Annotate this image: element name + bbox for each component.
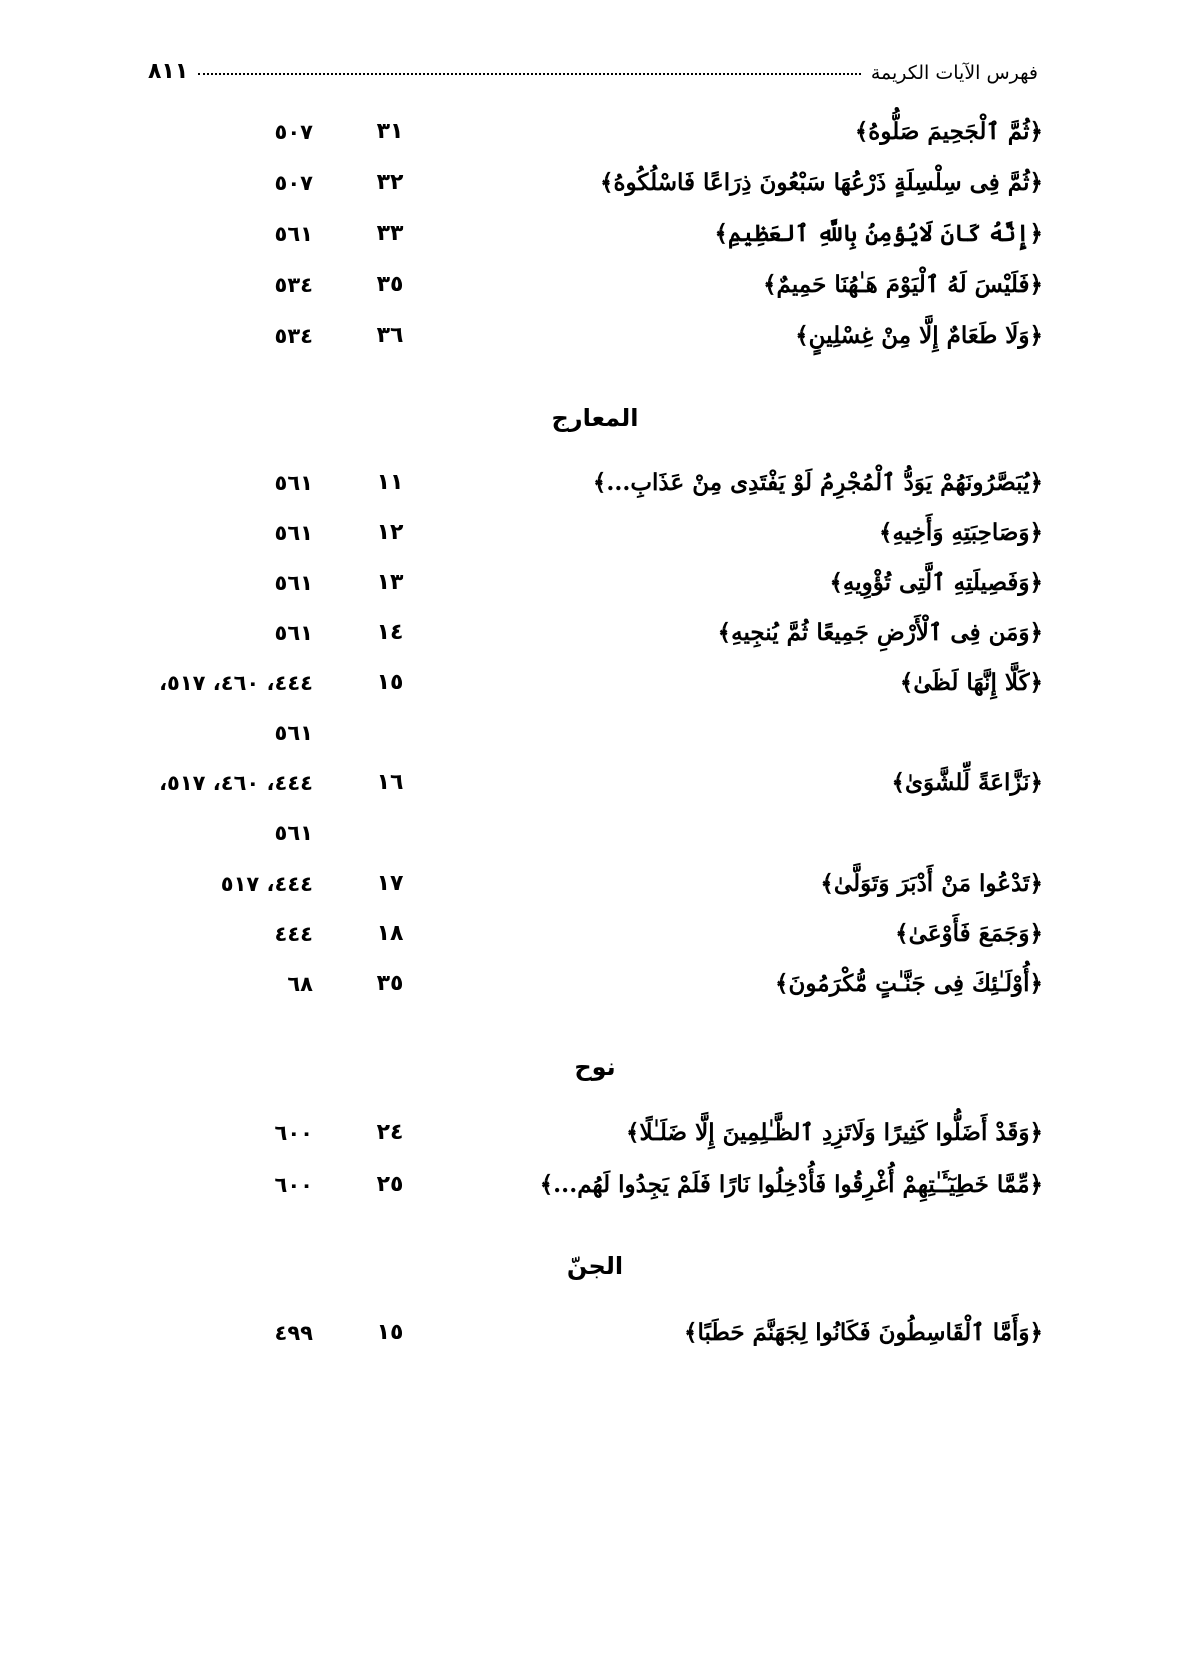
page-references: ٦٠٠ <box>274 1173 313 1197</box>
index-row <box>0 463 1183 503</box>
ayah-number: ١٧ <box>376 871 404 896</box>
index-row <box>0 763 1183 803</box>
index-row <box>0 214 1183 254</box>
index-row <box>0 1113 1183 1153</box>
ayah-number: ١٥ <box>376 1320 404 1345</box>
verse-text: ﴿وَأَمَّا ٱلْقَاسِطُونَ فَكَانُوا لِجَهَنَّمَ حَطَبًا﴾ <box>684 1319 1043 1346</box>
surah-heading: نوح <box>574 1053 616 1081</box>
page-references: ٤٤٤ <box>274 922 313 946</box>
page-references: ٥٦١ <box>274 471 313 495</box>
page-references: ٥٣٤ <box>274 324 313 348</box>
page-references: ٥٣٤ <box>274 273 313 297</box>
index-row <box>0 112 1183 152</box>
verse-text: ﴿وَصَاحِبَتِهِ وَأَخِيهِ﴾ <box>878 519 1043 546</box>
index-row <box>0 864 1183 904</box>
index-row <box>0 713 1183 753</box>
index-row <box>0 163 1183 203</box>
page-references: ٦٨ <box>287 972 313 996</box>
ayah-number: ٣٦ <box>376 323 404 348</box>
ayah-number: ٣٥ <box>376 272 404 297</box>
surah-heading: المعارج <box>551 404 639 432</box>
verse-text: ﴿إِنَّهُ كَانَ لَايُؤمِنُ بِاللَّهِ ٱلعَظِيمِ﴾ <box>714 220 1043 247</box>
verse-text: ﴿كَلَّا إِنَّهَا لَظَىٰ﴾ <box>899 669 1043 696</box>
page-references: ٤٤٤، ٥١٧ <box>220 872 313 896</box>
index-row <box>0 813 1183 853</box>
index-row <box>0 964 1183 1004</box>
ayah-number: ٣٣ <box>376 221 404 246</box>
ayah-number: ١٤ <box>376 620 404 645</box>
verse-text: ﴿وَقَدْ أَضَلُّوا كَثِيرًا وَلَاتَزِدِ ٱلظَّـٰلِمِينَ إِلَّا ضَلَـٰلًا﴾ <box>625 1119 1043 1146</box>
verse-text: ﴿يُبَصَّرُونَهُمْ يَوَدُّ ٱلْمُجْرِمُ لَوْ يَفْتَدِى مِنْ عَذَابِ...﴾ <box>592 469 1043 496</box>
page-references: ٥٦١ <box>274 222 313 246</box>
verse-text: ﴿فَلَيْسَ لَهُ ٱلْيَوْمَ هَـٰهُنَا حَمِيمٌ﴾ <box>763 271 1043 298</box>
leader-dots <box>198 72 861 75</box>
ayah-number: ١١ <box>376 470 404 495</box>
index-row <box>0 513 1183 553</box>
verse-text: ﴿وَلَا طَعَامٌ إِلَّا مِنْ غِسْلِينٍ﴾ <box>795 322 1043 349</box>
index-row <box>0 1313 1183 1353</box>
page-references: ٤٩٩ <box>274 1321 313 1345</box>
page-references: ٥٦١ <box>274 721 313 745</box>
page-number: ٨١١ <box>148 59 189 84</box>
index-row <box>0 1165 1183 1205</box>
ayah-number: ٣٢ <box>376 170 404 195</box>
verse-text: ﴿أُوْلَـٰئِكَ فِى جَنَّـٰتٍ مُّكْرَمُونَ﴾ <box>775 970 1043 997</box>
verse-text: ﴿نَزَّاعَةً لِّلشَّوَىٰ﴾ <box>891 769 1043 796</box>
page-references: ٥٠٧ <box>274 120 313 144</box>
page-references: ٥٦١ <box>274 571 313 595</box>
page-header <box>148 40 1038 84</box>
index-row <box>0 914 1183 954</box>
running-title: فهرس الآيات الكريمة <box>870 62 1038 84</box>
page-references: ٤٤٤، ٤٦٠، ٥١٧، <box>159 771 313 795</box>
index-row <box>0 663 1183 703</box>
ayah-number: ٢٥ <box>376 1172 404 1197</box>
ayah-number: ١٥ <box>376 670 404 695</box>
verse-text: ﴿تَدْعُوا مَنْ أَدْبَرَ وَتَوَلَّىٰ﴾ <box>820 870 1043 897</box>
index-row <box>0 613 1183 653</box>
verse-text: ﴿وَفَصِيلَتِهِ ٱلَّتِى تُؤْوِيهِ﴾ <box>829 569 1043 596</box>
verse-text: ﴿وَمَن فِى ٱلْأَرْضِ جَمِيعًا ثُمَّ يُنجِيهِ﴾ <box>717 619 1043 646</box>
ayah-number: ١٨ <box>376 921 404 946</box>
ayah-number: ١٣ <box>376 570 404 595</box>
page-references: ٥٦١ <box>274 621 313 645</box>
ayah-number: ٢٤ <box>376 1120 404 1145</box>
verse-text: ﴿ثُمَّ ٱلْجَحِيمَ صَلُّوهُ﴾ <box>854 118 1043 145</box>
verse-text: ﴿ثُمَّ فِى سِلْسِلَةٍ ذَرْعُهَا سَبْعُونَ ذِرَاعًا فَاسْلُكُوهُ﴾ <box>600 169 1043 196</box>
ayah-number: ٣٥ <box>376 971 404 996</box>
index-row <box>0 316 1183 356</box>
verse-text: ﴿مِّمَّا خَطِيٓـَٔـٰتِهِمْ أُغْرِقُوا فَأُدْخِلُوا نَارًا فَلَمْ يَجِدُوا لَهُم...﴾ <box>539 1171 1043 1198</box>
ayah-number: ٣١ <box>376 119 404 144</box>
page-references: ٥٦١ <box>274 521 313 545</box>
page-references: ٥٠٧ <box>274 171 313 195</box>
index-row <box>0 563 1183 603</box>
page-references: ٦٠٠ <box>274 1121 313 1145</box>
ayah-number: ١٦ <box>376 770 404 795</box>
surah-heading: الجنّ <box>566 1252 624 1280</box>
page-references: ٥٦١ <box>274 821 313 845</box>
page-references: ٤٤٤، ٤٦٠، ٥١٧، <box>159 671 313 695</box>
verse-text: ﴿وَجَمَعَ فَأَوْعَىٰ﴾ <box>895 920 1043 947</box>
index-row <box>0 265 1183 305</box>
ayah-number: ١٢ <box>376 520 404 545</box>
